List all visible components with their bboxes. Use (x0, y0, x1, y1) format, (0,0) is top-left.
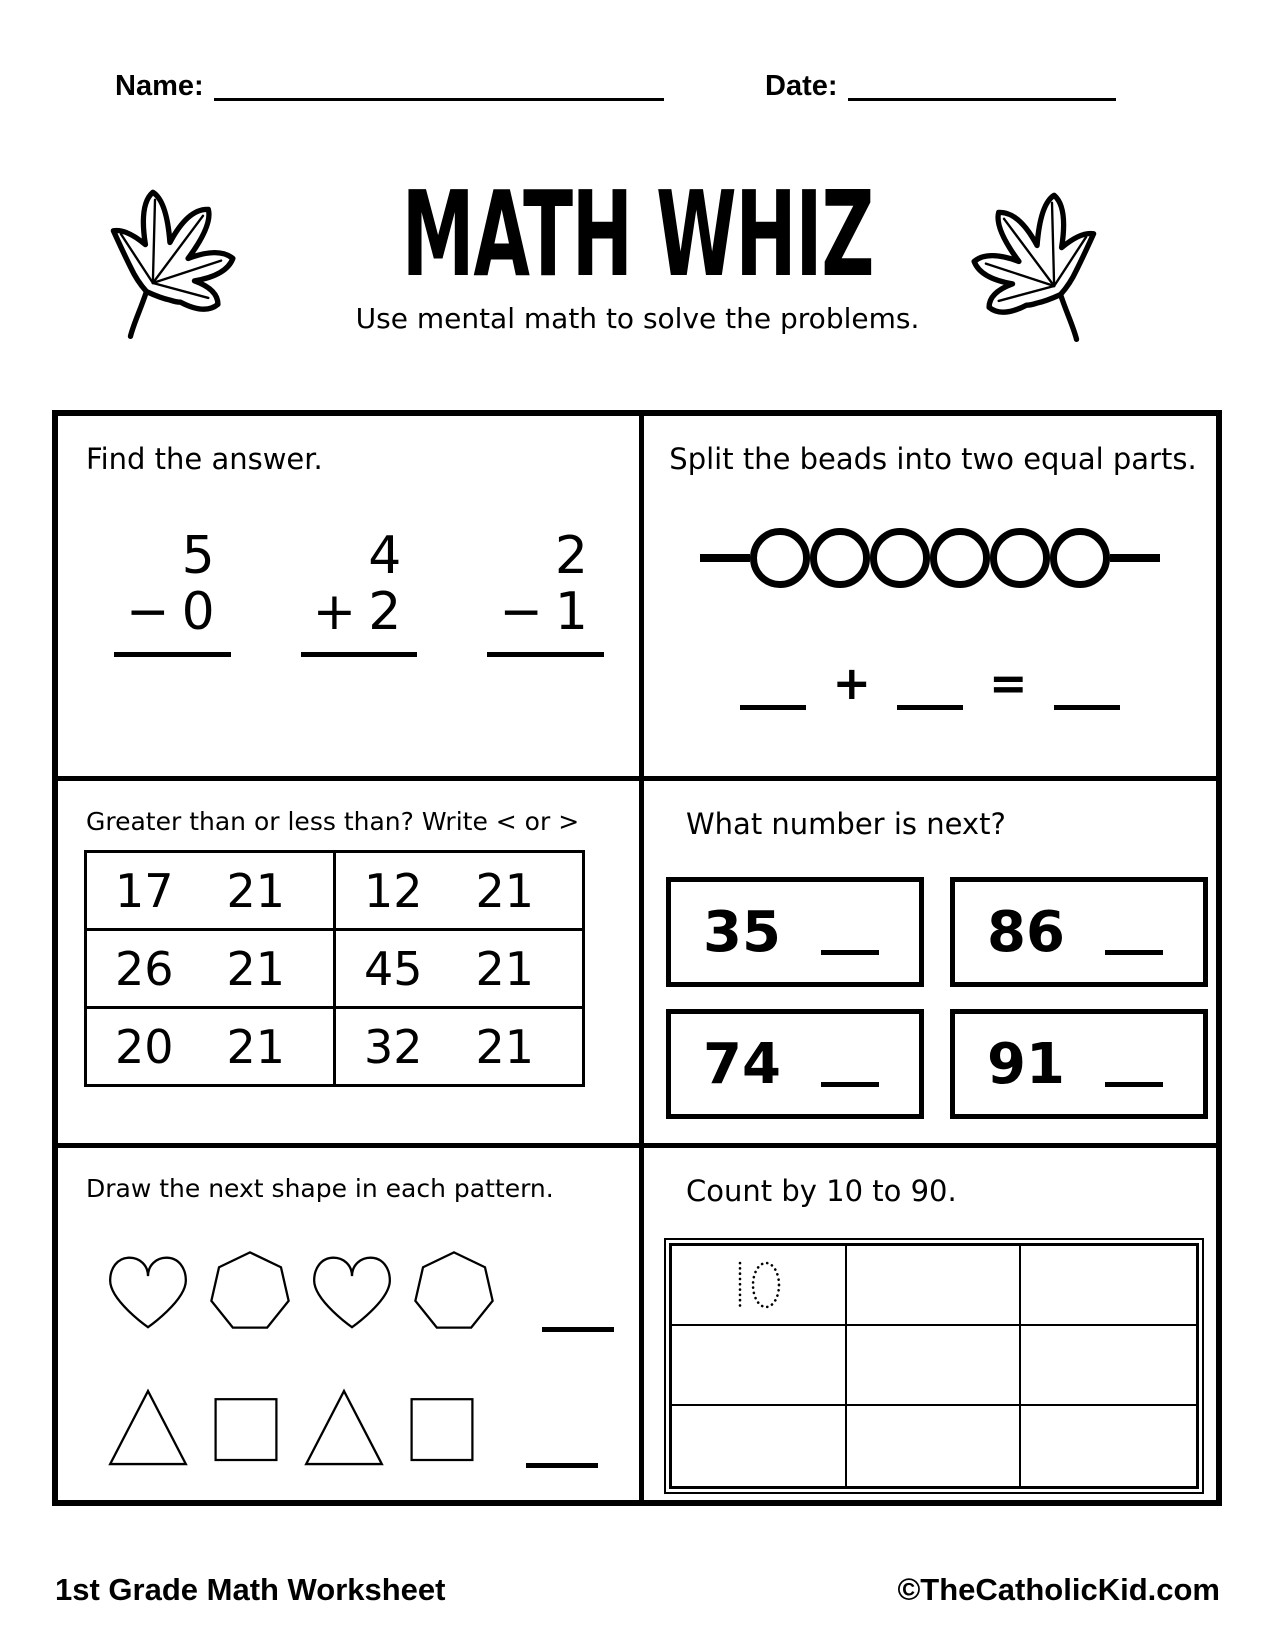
heart-icon (104, 1246, 192, 1338)
compare-value: 21 (475, 863, 534, 918)
vertical-problems (114, 528, 639, 657)
compare-cell[interactable] (335, 1008, 584, 1086)
next-number-value: 91 (987, 1031, 1065, 1097)
count-cell-10 (672, 1246, 847, 1326)
compare-cell[interactable] (335, 930, 584, 1008)
beads-heading: Split the beads into two equal parts. (669, 442, 1197, 476)
problem-2-operator: + (312, 582, 357, 643)
count-heading: Count by 10 to 90. (686, 1174, 957, 1208)
count-cell-empty[interactable] (847, 1326, 1022, 1406)
triangle-icon (104, 1382, 192, 1474)
compare-row-3 (86, 1008, 584, 1086)
pattern-row-1 (104, 1243, 639, 1338)
plus-sign: + (832, 656, 871, 710)
count-cell-empty[interactable] (1021, 1246, 1196, 1326)
triangle-icon (300, 1382, 388, 1474)
beads-equation (644, 656, 1216, 710)
section-patterns (58, 1148, 644, 1500)
problem-1-top: 5 (181, 526, 215, 586)
problem-3-operand: 1 (554, 582, 589, 643)
bead-1 (750, 528, 810, 588)
compare-cell[interactable] (86, 930, 335, 1008)
next-number-grid (666, 877, 1216, 1119)
problem-2[interactable] (301, 528, 418, 657)
equation-blank-2[interactable] (897, 670, 963, 710)
next-number-value: 74 (703, 1031, 781, 1097)
equation-blank-1[interactable] (740, 670, 806, 710)
date-answer-line[interactable] (848, 75, 1116, 101)
compare-value: 21 (226, 1019, 285, 1074)
section-count-by-10 (644, 1148, 1216, 1500)
footer-copyright: ©TheCatholicKid.com (897, 1572, 1220, 1607)
count-cell-empty[interactable] (847, 1406, 1022, 1486)
next-number-blank[interactable] (1105, 1041, 1163, 1087)
name-label: Name: (115, 70, 204, 102)
section-split-beads (644, 416, 1216, 781)
problem-1-bottom (126, 582, 215, 643)
problem-2-operand: 2 (368, 582, 402, 643)
compare-value: 21 (226, 863, 285, 918)
page-title: MATH WHIZ (401, 165, 874, 303)
compare-value: 17 (115, 863, 174, 918)
bead-3 (870, 528, 930, 588)
problem-2-top: 4 (368, 526, 402, 586)
heart-icon (308, 1246, 396, 1338)
section-find-answer (58, 416, 644, 781)
next-number-blank[interactable] (821, 909, 879, 955)
date-field (765, 72, 1116, 101)
count-cell-empty[interactable] (1021, 1406, 1196, 1486)
trace-10[interactable] (725, 1255, 791, 1315)
bead-string (700, 528, 1160, 588)
compare-value: 26 (115, 941, 174, 996)
problem-3-top: 2 (554, 526, 589, 586)
bead-6 (1050, 528, 1110, 588)
problem-3-bottom (499, 582, 589, 643)
bead-5 (990, 528, 1050, 588)
next-number-blank[interactable] (821, 1041, 879, 1087)
count-cell-empty[interactable] (672, 1326, 847, 1406)
next-number-box-3 (666, 1009, 924, 1119)
compare-value: 32 (364, 1019, 423, 1074)
compare-row-1 (86, 852, 584, 930)
compare-cell[interactable] (86, 852, 335, 930)
compare-value: 20 (115, 1019, 174, 1074)
name-answer-line[interactable] (214, 75, 664, 101)
patterns-heading: Draw the next shape in each pattern. (86, 1174, 554, 1203)
compare-table (84, 850, 585, 1087)
count-cell-empty[interactable] (1021, 1326, 1196, 1406)
compare-cell[interactable] (86, 1008, 335, 1086)
problem-1-operand: 0 (181, 582, 215, 643)
next-number-value: 35 (703, 899, 781, 965)
square-icon (402, 1382, 482, 1474)
next-number-heading: What number is next? (686, 807, 1006, 841)
problem-3[interactable] (487, 528, 604, 657)
compare-value: 45 (364, 941, 423, 996)
heptagon-icon (206, 1246, 294, 1338)
equation-blank-3[interactable] (1054, 670, 1120, 710)
bead-4 (930, 528, 990, 588)
problem-2-bottom (312, 582, 402, 643)
count-grid-frame (664, 1238, 1204, 1494)
next-number-box-2 (950, 877, 1208, 987)
bead-wire-right (1110, 554, 1160, 562)
name-field (115, 72, 664, 101)
pattern-row-2 (104, 1379, 639, 1474)
heptagon-icon (410, 1246, 498, 1338)
problem-3-operator: − (499, 582, 543, 643)
section-next-number (644, 781, 1216, 1148)
equals-sign: = (989, 656, 1028, 710)
compare-value: 12 (364, 863, 423, 918)
square-icon (206, 1382, 286, 1474)
bead-wire-left (700, 554, 750, 562)
count-cell-empty[interactable] (847, 1246, 1022, 1326)
find-answer-heading: Find the answer. (86, 442, 323, 476)
bead-2 (810, 528, 870, 588)
count-grid (669, 1243, 1199, 1489)
compare-heading: Greater than or less than? Write < or > (86, 807, 580, 836)
worksheet-grid (52, 410, 1222, 1506)
footer-worksheet-label: 1st Grade Math Worksheet (55, 1572, 446, 1607)
page-subtitle: Use mental math to solve the problems. (355, 302, 920, 335)
next-number-blank[interactable] (1105, 909, 1163, 955)
section-compare (58, 781, 644, 1148)
date-label: Date: (765, 70, 838, 102)
compare-value: 21 (475, 1019, 534, 1074)
compare-row-2 (86, 930, 584, 1008)
next-number-box-4 (950, 1009, 1208, 1119)
next-number-box-1 (666, 877, 924, 987)
compare-value: 21 (475, 941, 534, 996)
pattern-answer-blank-1[interactable] (542, 1326, 614, 1332)
problem-1[interactable] (114, 528, 231, 657)
next-number-value: 86 (987, 899, 1065, 965)
compare-cell[interactable] (335, 852, 584, 930)
pattern-answer-blank-2[interactable] (526, 1462, 598, 1468)
count-cell-empty[interactable] (672, 1406, 847, 1486)
compare-value: 21 (226, 941, 285, 996)
problem-1-operator: − (126, 582, 170, 643)
